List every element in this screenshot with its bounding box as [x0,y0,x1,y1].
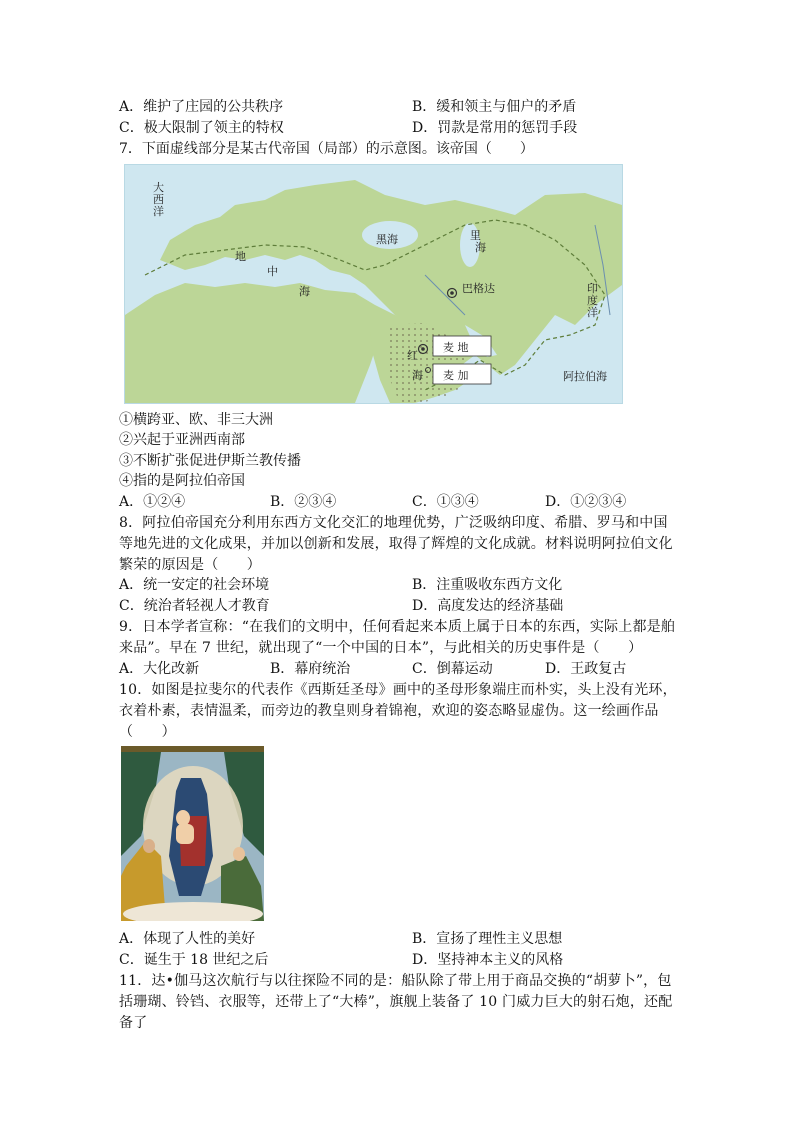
q11-stem: 11．达•伽马这次航行与以往探险不同的是：船队除了带上用于商品交换的“胡萝卜”，包括珊瑚、铃铛、衣服等，还带上了“大棒”，旗舰上装备了 10 门威力巨大的射石炮，还配备了 [119,973,673,1031]
q8-option-c: C．统治者轻视人才教育 [119,598,270,614]
empire-map [124,164,623,404]
map-label-mecca: 麦 加 [443,369,469,382]
map-label-red-sea-1: 红 [407,349,418,362]
map-label-med-2: 中 [267,265,278,278]
map-label-caspian-1: 里 [470,229,481,242]
q9-stem: 9．日本学者宣称：“在我们的文明中，任何看起来本质上属于日本的东西，实际上都是舶来品”。早在 7 世纪，就出现了“一个中国的日本”，与此相关的历史事件是（ ） [119,619,676,656]
map-label-red-sea-2: 海 [412,369,423,382]
q9-option-d: D．王政复古 [545,661,627,677]
map-label-indian-2: 度 [587,294,598,307]
q8-option-b: B．注重吸收东西方文化 [412,577,563,593]
q9-option-a: A．大化改新 [119,661,200,677]
map-label-indian-3: 洋 [587,306,598,319]
map-label-atlantic-3: 洋 [153,205,164,218]
map-label-baghdad: 巴格达 [462,282,495,295]
q9-option-c: C．倒幕运动 [412,661,493,677]
q7-statement-1: ①横跨亚、欧、非三大洲 [119,412,273,428]
q10-stem: 10．如图是拉斐尔的代表作《西斯廷圣母》画中的圣母形象端庄而朴实，头上没有光环，衣着朴素，表情温柔，而旁边的教皇则身着锦袍，欢迎的姿态略显虚伪。这一绘画作品（ ） [119,682,677,740]
q6-option-d: D．罚款是常用的惩罚手段 [412,120,578,136]
sistine-madonna-painting [121,746,264,921]
map-label-atlantic-1: 大 [153,181,164,194]
q10-option-a: A．体现了人性的美好 [119,931,256,947]
map-label-indian-1: 印 [587,282,598,295]
q8-stem: 8．阿拉伯帝国充分利用东西方文化交汇的地理优势，广泛吸纳印度、希腊、罗马和中国等地先进的文化成果，并加以创新和发展，取得了辉煌的文化成就。材料说明阿拉伯文化繁荣的原因是（ ） [119,515,673,573]
map-label-medina: 麦 地 [443,341,469,354]
q6-option-a: A．维护了庄园的公共秩序 [119,99,284,115]
q6-option-b: B．缓和领主与佃户的矛盾 [412,99,577,115]
q7-statement-2: ②兴起于亚洲西南部 [119,432,245,448]
q7-statement-4: ④指的是阿拉伯帝国 [119,473,245,489]
map-label-atlantic-2: 西 [153,193,164,206]
q7-option-c: C．①③④ [412,494,479,510]
q10-option-c: C．诞生于 18 世纪之后 [119,952,269,968]
q6-option-c: C．极大限制了领主的特权 [119,120,284,136]
q7-option-a: A．①②④ [119,494,186,510]
map-label-arabian-sea: 阿拉伯海 [563,370,607,383]
map-label-med-3: 海 [299,285,310,298]
q7-option-d: D．①②③④ [545,494,627,510]
q8-option-d: D．高度发达的经济基础 [412,598,564,614]
q7-option-b: B．②③④ [270,494,337,510]
q10-option-b: B．宣扬了理性主义思想 [412,931,563,947]
q8-option-a: A．统一安定的社会环境 [119,577,270,593]
map-label-caspian-2: 海 [475,241,486,254]
map-label-med-1: 地 [235,250,246,263]
q9-option-b: B．幕府统治 [270,661,351,677]
q7-statement-3: ③不断扩张促进伊斯兰教传播 [119,453,301,469]
q10-option-d: D．坚持神本主义的风格 [412,952,564,968]
q7-stem: 7．下面虚线部分是某古代帝国（局部）的示意图。该帝国（ ） [119,141,534,157]
map-label-black-sea: 黑海 [376,233,398,246]
